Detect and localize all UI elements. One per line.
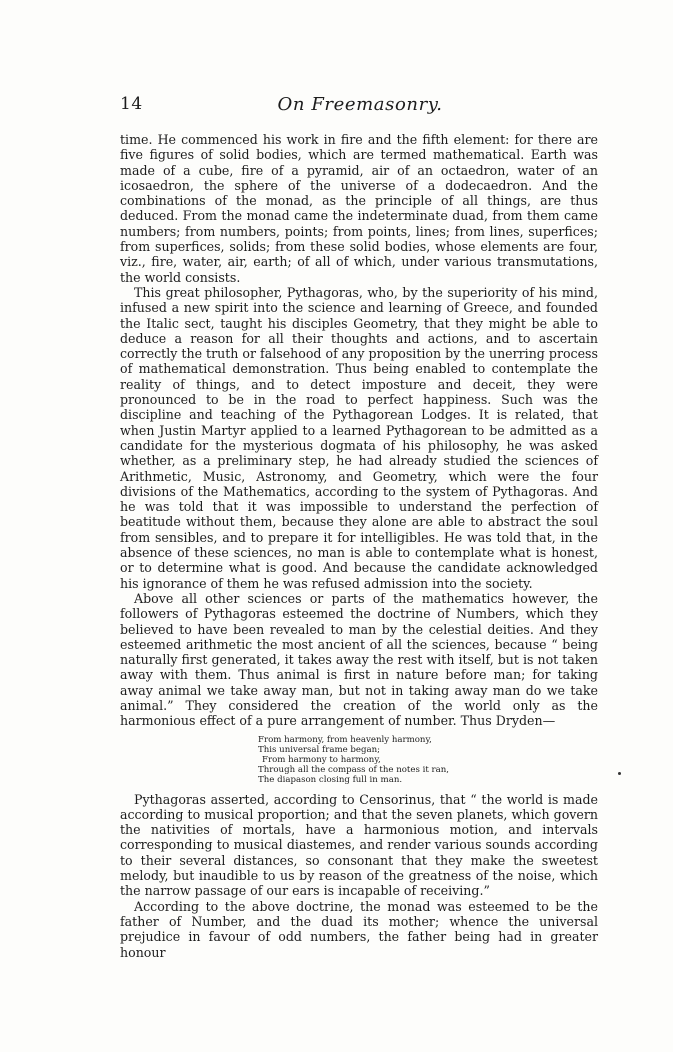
running-title: On Freemasonry. xyxy=(277,94,443,115)
paragraph: Pythagoras asserted, according to Censorinus, that “ the world is made according to musical proportion; and that the seven planets, which govern the nativities of mortals, have a harmonious motion, and intervals corresponding to musical diastemes, and render various sounds according to their several distances, so consonant that they make the sweetest melody, but inaudible to us by reason of the greatness of the noise, which the narrow passage of our ears is incapable of receiving.” xyxy=(120,791,598,899)
paragraph: Above all other sciences or parts of the mathematics however, the followers of Pythagoras esteemed the doctrine of Numbers, which they believed to have been revealed to man by the celestial deities. And they esteemed arithmetic the most ancient of all the sciences, because “ being naturally first generated, it takes away the rest with itself, but is not taken away with them. Thus animal is first in nature before man; for taking away animal we take away man, but not in taking away man do we take animal.” They considered the creation of the world only as the harmonious effect of a pure arrangement of number. Thus Dryden— xyxy=(120,590,598,729)
verse-quotation xyxy=(120,735,598,785)
paragraph: According to the above doctrine, the monad was esteemed to be the father of Number, and the duad its mother; whence the universal prejudice in favour of odd numbers, the father being had in greater honour xyxy=(120,898,598,960)
verse-line: From harmony, from heavenly harmony, xyxy=(258,734,432,745)
verse-line: From harmony to harmony, xyxy=(262,754,381,765)
verse-line: The diapason closing full in man. xyxy=(258,774,403,785)
paragraph: time. He commenced his work in fire and the fifth element: for there are five figures of solid bodies, which are termed mathematical. Earth was made of a cube, fire of a pyramid, air of an octaedron, water of an icosaedron, the sphere of the universe of a dodecaedron. And the combinations of the monad, as the principle of all things, are thus deduced. From the monad came the indeterminate duad, from them came numbers; from numbers, points; from points, lines; from lines, superfices; from superfices, solids; from these solid bodies, whose elements are four, viz., fire, water, air, earth; of all of which, under various transmutations, the world consists. xyxy=(120,132,598,285)
paragraph: This great philosopher, Pythagoras, who, by the superiority of his mind, infused a new spirit into the science and learning of Greece, and founded the Italic sect, taught his disciples Geometry, that they might be able to deduce a reason for all their thoughts and actions, and to ascertain correctly the truth or falsehood of any proposition by the unerring process of mathematical demonstration. Thus being enabled to contemplate the reality of things, and to detect imposture and deceit, they were pronounced to be in the road to perfect happiness. Such was the discipline and teaching of the Pythagorean Lodges. It is related, that when Justin Martyr applied to a learned Pythagorean to be admitted as a candidate for the mysterious dogmata of his philosophy, he was asked whether, as a preliminary step, he had already studied the sciences of Arithmetic, Music, Astronomy, and Geometry, which were the four divisions of the Mathematics, according to the system of Pythagoras. And he was told that it was impossible to understand the perfection of beatitude without them, because they alone are able to abstract the soul from sensibles, and to prepare it for intelligibles. He was told that, in the absence of these sciences, no man is able to contemplate what is honest, or to determine what is good. And because the candidate acknowledged his ignorance of them he was refused admission into the society. xyxy=(120,284,598,591)
body-text xyxy=(120,132,598,960)
ink-speck xyxy=(618,772,621,775)
page-header xyxy=(120,94,600,118)
page-number: 14 xyxy=(120,94,143,114)
verse-line: This universal frame began; xyxy=(258,744,381,755)
verse-line: Through all the compass of the notes it ran, xyxy=(258,764,450,775)
